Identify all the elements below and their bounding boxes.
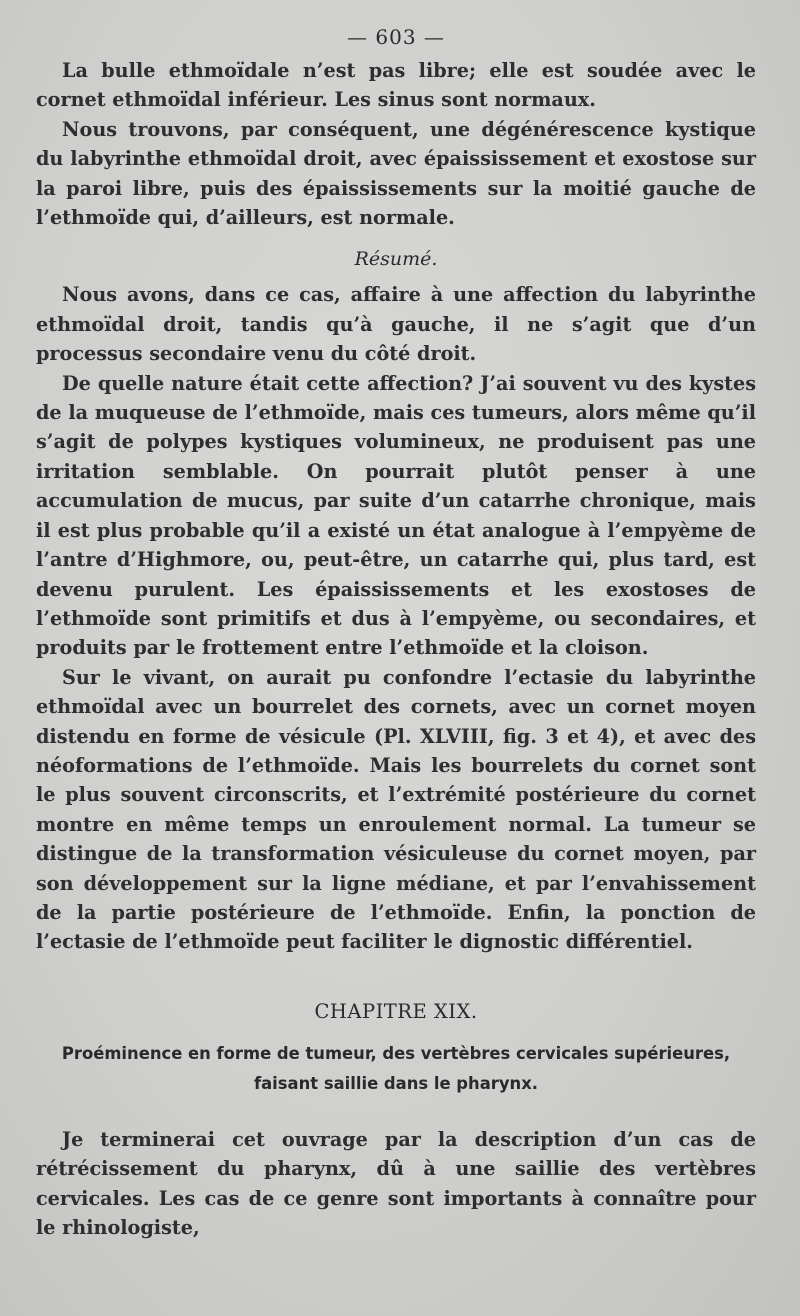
paragraph-resume-vivant: Sur le vivant, on aurait pu confondre l’ectasie du labyrinthe ethmoïdal avec un bourrelet des cornets, avec un cornet moyen distendu en forme de vésicule (Pl. XLVIII, fig. 3 et 4), et avec des néoformations de l’ethmoïde. Mais les bourrelets du cornet sont le plus souvent circonscrits, et l’extrémité postérieure du cornet montre en même temps un enroulement normal. La tumeur se distingue de la transformation vésiculeuse du cornet moyen, par son développement sur la ligne médiane, et par l’envahissement de la partie postérieure de l’ethmoïde. Enfin, la ponction de l’ectasie de l’ethmoïde peut faciliter le dignostic différentiel. <box>36 665 756 954</box>
paragraph-resume-affection: Nous avons, dans ce cas, affaire à une affection du labyrinthe ethmoïdal droit, tandis qu’à gauche, il ne s’agit que d’un processus secondaire venu du côté droit. <box>36 283 756 366</box>
chapter-number: CHAPITRE XIX. <box>314 999 478 1023</box>
paragraph-degenerescence: Nous trouvons, par conséquent, une dégénérescence kystique du labyrinthe ethmoïdal droit, avec épaississement et exostose sur la paroi libre, puis des épaississements sur la moitié gauche de l’ethmoïde qui, d’ailleurs, est normale. <box>36 117 756 230</box>
chapter-title <box>36 1039 756 1099</box>
paragraph-bulle-ethmoidale: La bulle ethmoïdale n’est pas libre; elle est soudée avec le cornet ethmoïdal inférieur. Les sinus sont normaux. <box>36 59 756 112</box>
chapter-title-line-2: faisant saillie dans le pharynx. <box>253 1073 538 1093</box>
page-number: — 603 — <box>347 25 445 49</box>
section-heading-resume: Résumé. <box>354 248 438 271</box>
chapter-title-line-1: Proéminence en forme de tumeur, des vertèbres cervicales supérieures, <box>61 1043 731 1063</box>
paragraph-chapter-intro: Je terminerai cet ouvrage par la description d’un cas de rétrécissement du pharynx, dû à une saillie des vertèbres cervicales. Les cas de ce genre sont importants à connaître pour le rhinologiste, <box>36 1127 756 1239</box>
paragraph-resume-nature: De quelle nature était cette affection? J’ai souvent vu des kystes de la muqueuse de l’ethmoïde, mais ces tumeurs, alors même qu’il s’agit de polypes kystiques volumineux, ne produisent pas une irritation semblable. On pourrait plutôt penser à une accumulation de mucus, par suite d’un catarrhe chronique, mais il est plus probable qu’il a existé un état analogue à l’empyème de l’antre d’Highmore, ou, peut-être, un catarrhe qui, plus tard, est devenu purulent. Les épaississements et les exostoses de l’ethmoïde sont primitifs et dus à l’empyème, ou secondaires, et produits par le frottement entre l’ethmoïde et la cloison. <box>36 371 756 660</box>
